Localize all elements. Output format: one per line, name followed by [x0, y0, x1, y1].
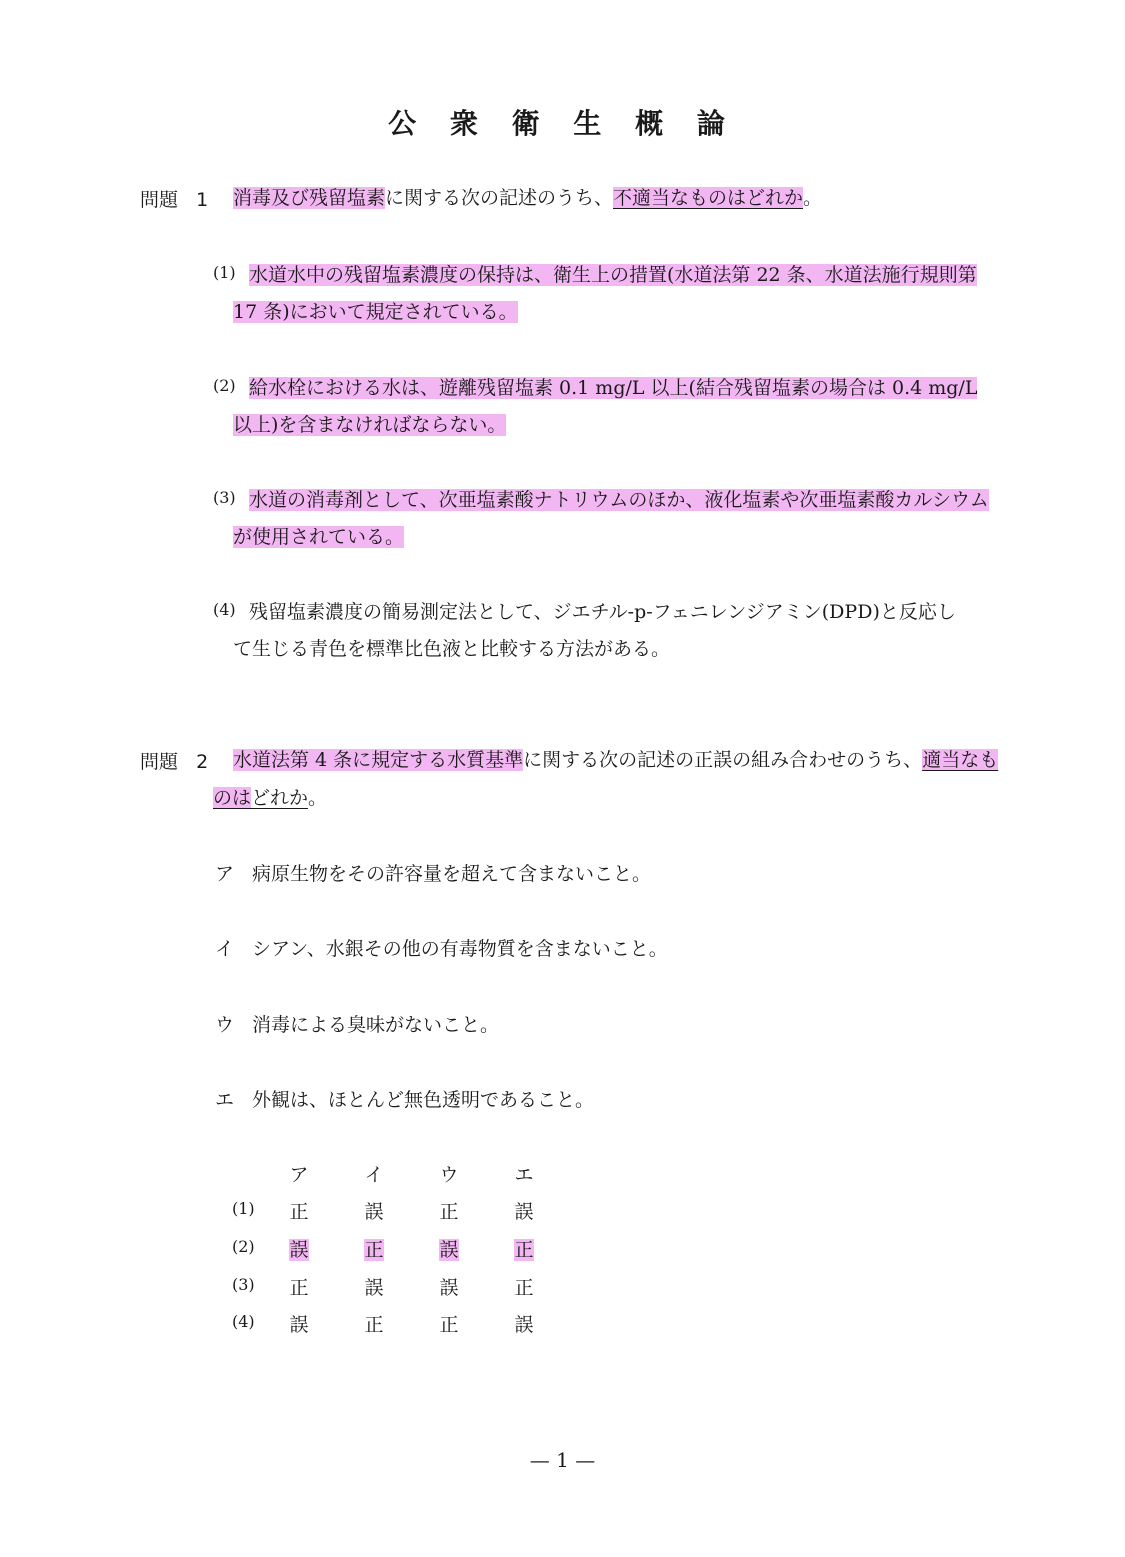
table-cell-highlighted: 誤 [439, 1239, 459, 1261]
q2-stem-line1 [233, 745, 998, 772]
q2-stem-ask2a: のは [213, 787, 252, 809]
table-row-3-number: (3) [232, 1275, 255, 1294]
q1-option-3-line1: 水道の消毒剤として、次亜塩素酸ナトリウムのほか、液化塩素や次亜塩素酸カルシウム [249, 489, 989, 511]
table-row-1-number: (1) [232, 1199, 255, 1218]
q2-stem-ask1: 適当なも [922, 749, 999, 771]
q1-option-2-line1: 給水栓における水は、遊離残留塩素 0.1 mg/L 以上(結合残留塩素の場合は 0.4 mg/L [249, 377, 978, 399]
q2-number: 2 [196, 751, 209, 773]
q1-stem-topic: 消毒及び残留塩素 [233, 187, 386, 209]
q2-stem-ask2b: どれか [251, 787, 309, 809]
q2-statement-c-label: ウ [215, 1014, 235, 1036]
q1-stem-ask: 不適当なものはどれか [613, 187, 804, 209]
table-cell: 正 [439, 1314, 459, 1336]
table-cell: 正 [289, 1277, 309, 1299]
q1-stem-end: 。 [803, 187, 823, 209]
q2-label-text: 問題 [140, 751, 179, 773]
table-header-c: ウ [439, 1164, 459, 1186]
q2-stem-end: 。 [308, 787, 328, 809]
table-header-b: イ [364, 1164, 384, 1186]
q1-option-4-line1: 残留塩素濃度の簡易測定法として、ジエチル-p-フェニレンジアミン(DPD)と反応し [249, 601, 956, 623]
q2-statement-d-label: エ [215, 1089, 235, 1111]
table-cell: 誤 [364, 1201, 384, 1223]
table-header-a: ア [289, 1164, 309, 1186]
table-cell: 誤 [514, 1314, 534, 1336]
q1-stem-mid: に関する次の記述のうち、 [385, 187, 614, 209]
q1-option-1-number: (1) [213, 263, 236, 282]
table-cell: 誤 [514, 1201, 534, 1223]
q2-statement-a-label: ア [215, 863, 235, 885]
table-cell: 正 [289, 1201, 309, 1223]
q2-label [140, 747, 208, 774]
q2-statement-b-label: イ [215, 938, 235, 960]
q2-statement-d-text: 外観は、ほとんど無色透明であること。 [252, 1089, 595, 1111]
q1-label [140, 185, 208, 212]
table-cell: 正 [439, 1201, 459, 1223]
table-row-2-number: (2) [232, 1237, 255, 1256]
q2-statement-a-text: 病原生物をその許容量を超えて含まないこと。 [252, 863, 652, 885]
table-cell-highlighted: 正 [364, 1239, 384, 1261]
q2-statement-c-text: 消毒による臭味がないこと。 [252, 1014, 500, 1036]
table-cell-highlighted: 正 [514, 1239, 534, 1261]
q1-option-1-line1: 水道水中の残留塩素濃度の保持は、衛生上の措置(水道法第 22 条、水道法施行規則第 [249, 264, 977, 286]
table-cell: 誤 [364, 1277, 384, 1299]
table-cell-highlighted: 誤 [289, 1239, 309, 1261]
table-cell: 誤 [289, 1314, 309, 1336]
table-row-4-number: (4) [232, 1312, 255, 1331]
table-header-d: エ [514, 1164, 534, 1186]
q1-option-3-line2: が使用されている。 [233, 526, 405, 548]
q1-option-2-number: (2) [213, 376, 236, 395]
q2-stem-mid: に関する次の記述の正誤の組み合わせのうち、 [523, 749, 923, 771]
q1-option-3-number: (3) [213, 488, 236, 507]
q2-statement-b-text: シアン、水銀その他の有毒物質を含まないこと。 [252, 938, 668, 960]
page-number: — 1 — [529, 1448, 596, 1472]
q2-stem-line2 [213, 783, 327, 810]
q1-label-text: 問題 [140, 189, 179, 211]
q1-option-4-line2: て生じる青色を標準比色液と比較する方法がある。 [233, 638, 671, 660]
table-cell: 誤 [439, 1277, 459, 1299]
table-cell: 正 [364, 1314, 384, 1336]
q2-stem-topic: 水道法第 4 条に規定する水質基準 [233, 749, 524, 771]
q1-number: 1 [196, 189, 209, 211]
page-title: 公 衆 衛 生 概 論 [388, 107, 737, 140]
q1-stem [233, 183, 822, 210]
table-cell: 正 [514, 1277, 534, 1299]
q1-option-1-line2: 17 条)において規定されている。 [233, 301, 518, 323]
q1-option-4-number: (4) [213, 600, 236, 619]
q1-option-2-line2: 以上)を含まなければならない。 [233, 414, 507, 436]
